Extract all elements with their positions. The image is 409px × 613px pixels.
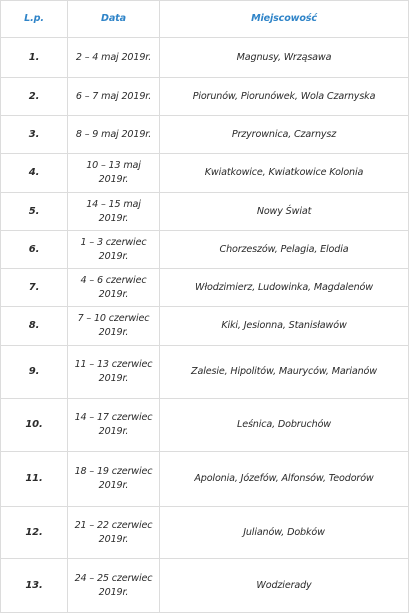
row-date: 11 – 13 czerwiec 2019r. [68, 346, 160, 399]
row-number: 6. [1, 231, 68, 269]
row-place: Włodzimierz, Ludowinka, Magdalenów [160, 269, 409, 307]
table-row [1, 38, 409, 78]
row-number: 9. [1, 346, 68, 399]
table-row [1, 452, 409, 507]
row-date: 21 – 22 czerwiec 2019r. [68, 507, 160, 559]
row-date: 14 – 15 maj 2019r. [68, 193, 160, 231]
row-number: 10. [1, 399, 68, 452]
row-date: 18 – 19 czerwiec 2019r. [68, 452, 160, 507]
row-number: 5. [1, 193, 68, 231]
table-row [1, 269, 409, 307]
row-number: 4. [1, 154, 68, 193]
header-lp: L.p. [1, 1, 68, 38]
table-row [1, 559, 409, 613]
table-row [1, 507, 409, 559]
row-place: Julianów, Dobków [160, 507, 409, 559]
row-number: 11. [1, 452, 68, 507]
table-row [1, 307, 409, 346]
row-number: 3. [1, 116, 68, 154]
row-place: Piorunów, Piorunówek, Wola Czarnyska [160, 78, 409, 116]
row-place: Chorzeszów, Pelagia, Elodia [160, 231, 409, 269]
row-number: 1. [1, 38, 68, 78]
row-number: 8. [1, 307, 68, 346]
row-number: 7. [1, 269, 68, 307]
header-place: Miejscowość [160, 1, 409, 38]
table-row [1, 399, 409, 452]
table-row [1, 154, 409, 193]
row-place: Nowy Świat [160, 193, 409, 231]
table-row [1, 231, 409, 269]
row-date: 1 – 3 czerwiec 2019r. [68, 231, 160, 269]
table-row [1, 78, 409, 116]
header-row [1, 1, 409, 38]
row-date: 4 – 6 czerwiec 2019r. [68, 269, 160, 307]
table-row [1, 346, 409, 399]
row-date: 7 – 10 czerwiec 2019r. [68, 307, 160, 346]
row-number: 12. [1, 507, 68, 559]
row-place: Przyrownica, Czarnysz [160, 116, 409, 154]
table-row [1, 193, 409, 231]
row-place: Zalesie, Hipolitów, Mauryców, Marianów [160, 346, 409, 399]
row-date: 14 – 17 czerwiec 2019r. [68, 399, 160, 452]
row-number: 2. [1, 78, 68, 116]
row-place: Wodzierady [160, 559, 409, 613]
row-date: 8 – 9 maj 2019r. [68, 116, 160, 154]
row-place: Magnusy, Wrząsawa [160, 38, 409, 78]
row-date: 2 – 4 maj 2019r. [68, 38, 160, 78]
row-place: Apolonia, Józefów, Alfonsów, Teodorów [160, 452, 409, 507]
row-date: 24 – 25 czerwiec 2019r. [68, 559, 160, 613]
row-place: Kwiatkowice, Kwiatkowice Kolonia [160, 154, 409, 193]
table-row [1, 116, 409, 154]
header-date: Data [68, 1, 160, 38]
row-date: 6 – 7 maj 2019r. [68, 78, 160, 116]
row-place: Leśnica, Dobruchów [160, 399, 409, 452]
row-date: 10 – 13 maj 2019r. [68, 154, 160, 193]
row-place: Kiki, Jesionna, Stanisławów [160, 307, 409, 346]
row-number: 13. [1, 559, 68, 613]
